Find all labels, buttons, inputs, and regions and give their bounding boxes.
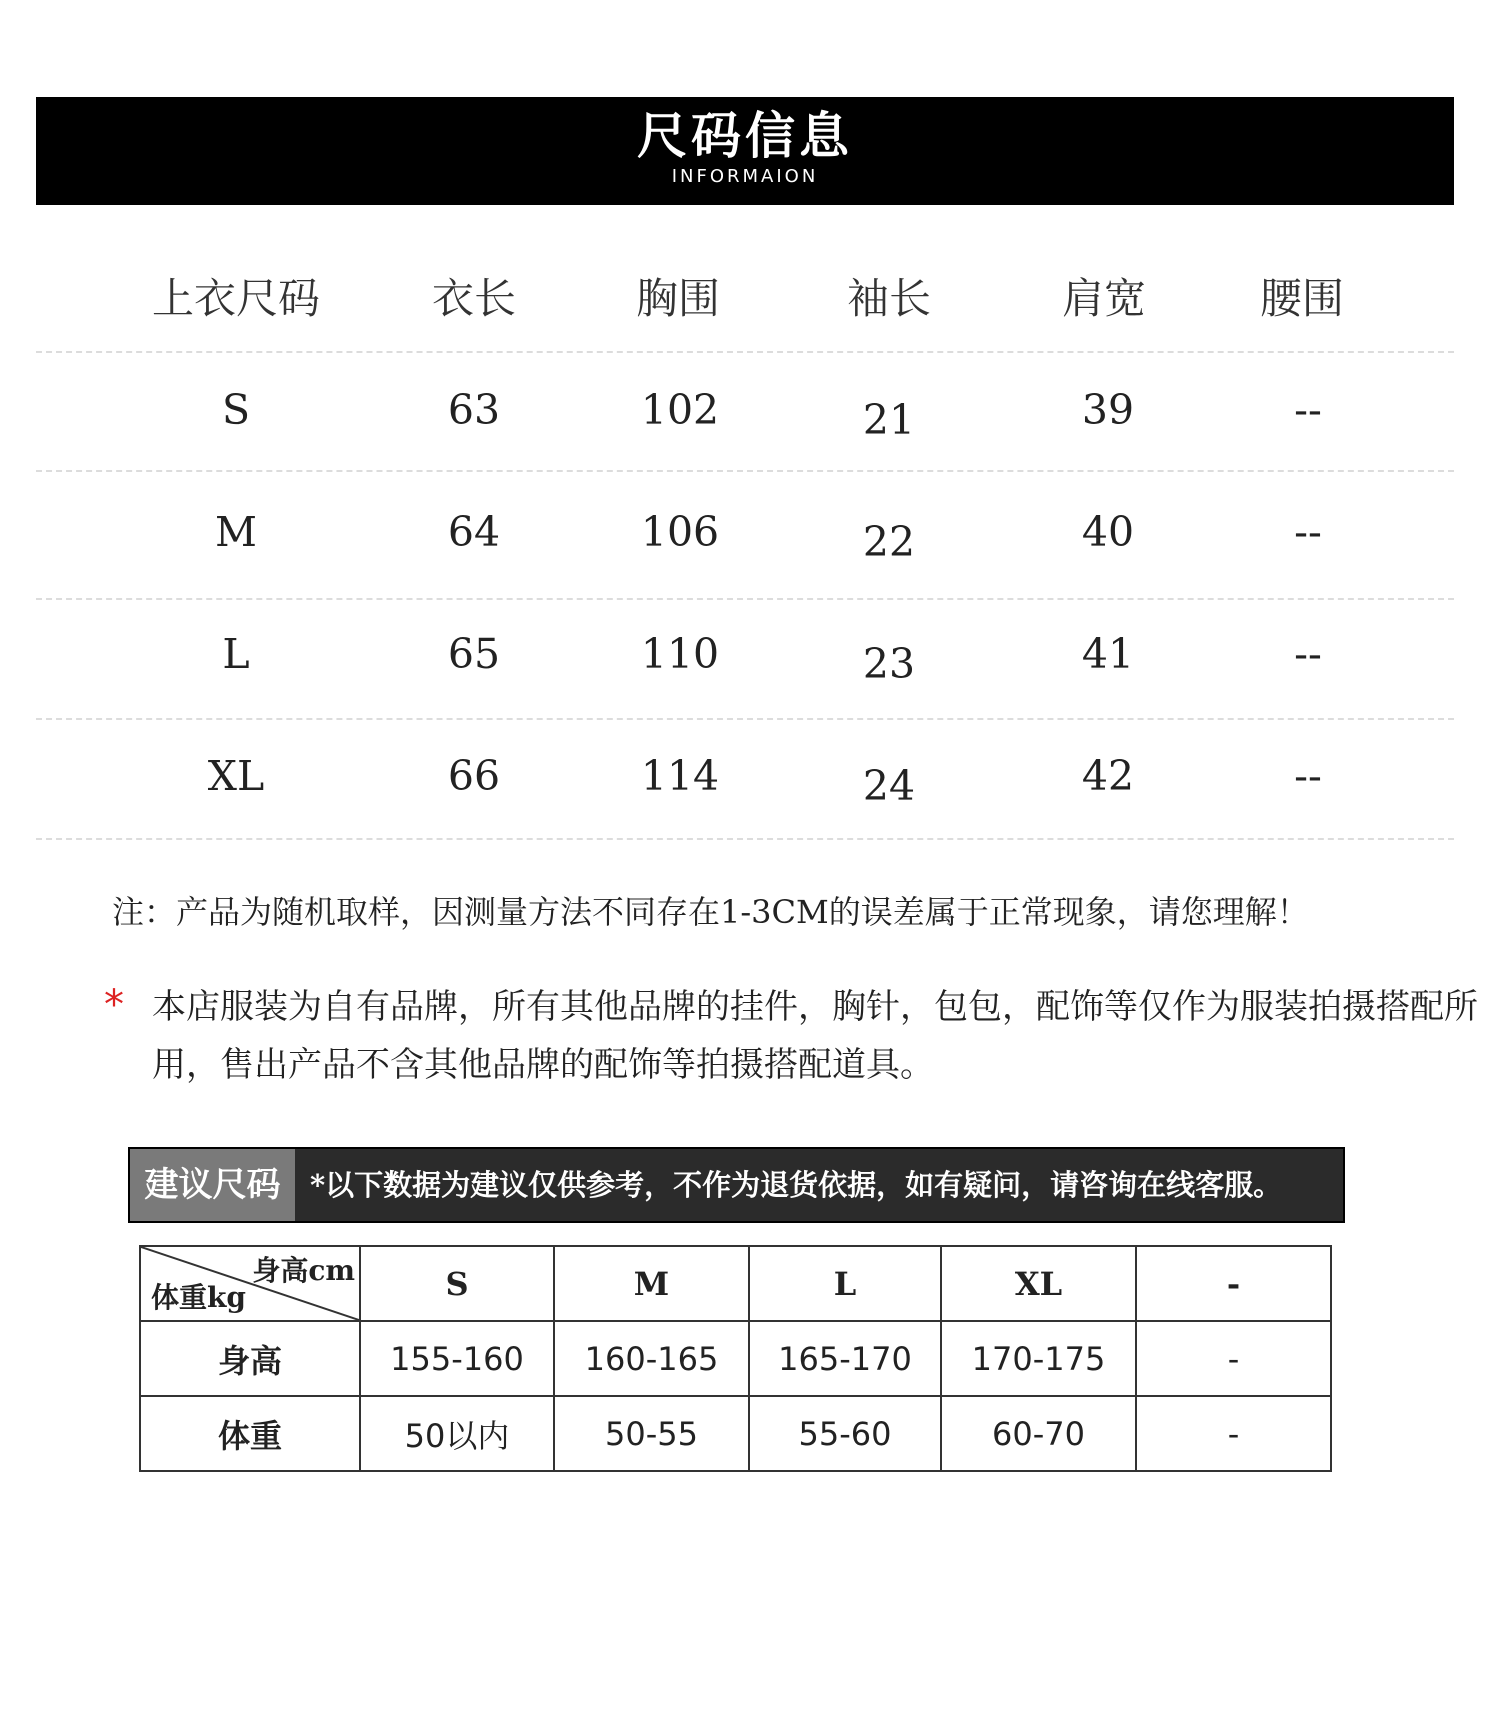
title-banner xyxy=(36,97,1454,205)
suggestion-bar xyxy=(128,1147,1345,1223)
cell-sleeve: 24 xyxy=(862,762,916,810)
cell-chest: 114 xyxy=(640,752,720,800)
corner-weight-label: 体重kg xyxy=(151,1281,246,1314)
header-shoulder: 肩宽 xyxy=(1061,274,1147,323)
table-cell: - xyxy=(1136,1321,1331,1396)
cell-chest: 102 xyxy=(640,386,720,434)
table-row xyxy=(140,1321,1331,1396)
size-header: L xyxy=(749,1246,941,1321)
cell-waist: -- xyxy=(1294,508,1322,556)
cell-size: S xyxy=(221,386,251,434)
cell-sleeve: 22 xyxy=(862,518,916,566)
corner-height-label: 身高cm xyxy=(252,1254,355,1287)
suggestion-note: *以下数据为建议仅供参考，不作为退货依据，如有疑问，请咨询在线客服。 xyxy=(310,1168,1283,1202)
table-cell: 170-175 xyxy=(941,1321,1136,1396)
row-divider xyxy=(36,838,1454,840)
suggestion-label: 建议尺码 xyxy=(130,1149,295,1221)
cell-waist: -- xyxy=(1294,386,1322,434)
header-size: 上衣尺码 xyxy=(151,274,321,323)
banner-title: 尺码信息 xyxy=(637,107,853,165)
header-length: 衣长 xyxy=(431,274,517,323)
cell-length: 65 xyxy=(447,630,501,678)
row-label: 身高 xyxy=(140,1321,360,1396)
cell-shoulder: 41 xyxy=(1081,630,1135,678)
cell-waist: -- xyxy=(1294,630,1322,678)
table-cell: 60-70 xyxy=(941,1396,1136,1471)
asterisk-icon: * xyxy=(104,982,124,1028)
cell-length: 63 xyxy=(447,386,501,434)
row-divider xyxy=(36,470,1454,472)
row-divider xyxy=(36,351,1454,353)
header-sleeve: 袖长 xyxy=(846,274,932,323)
cell-size: M xyxy=(215,508,257,556)
row-divider xyxy=(36,718,1454,720)
table-cell: 50-55 xyxy=(554,1396,749,1471)
cell-length: 66 xyxy=(447,752,501,800)
cell-size: L xyxy=(222,630,250,678)
cell-shoulder: 39 xyxy=(1081,386,1135,434)
size-header: S xyxy=(360,1246,554,1321)
cell-size: XL xyxy=(207,752,265,800)
cell-length: 64 xyxy=(447,508,501,556)
size-header: M xyxy=(554,1246,749,1321)
header-chest: 胸围 xyxy=(635,274,721,323)
table-cell: - xyxy=(1136,1396,1331,1471)
brand-note: 本店服装为自有品牌，所有其他品牌的挂件，胸针，包包，配饰等仅作为服装拍摄搭配所用，售出产品不含其他品牌的配饰等拍摄搭配道具。 xyxy=(152,987,1478,1085)
header-waist: 腰围 xyxy=(1259,274,1345,323)
cell-shoulder: 40 xyxy=(1081,508,1135,556)
cell-shoulder: 42 xyxy=(1081,752,1135,800)
table-cell: 165-170 xyxy=(749,1321,941,1396)
recommendation-table xyxy=(139,1245,1332,1472)
corner-cell xyxy=(140,1246,360,1321)
cell-chest: 106 xyxy=(640,508,720,556)
table-cell: 50以内 xyxy=(360,1396,554,1471)
table-cell: 55-60 xyxy=(749,1396,941,1471)
table-row xyxy=(140,1246,1331,1321)
table-cell: 160-165 xyxy=(554,1321,749,1396)
table-row xyxy=(140,1396,1331,1471)
size-header: XL xyxy=(941,1246,1136,1321)
banner-subtitle: INFORMAION xyxy=(671,166,819,187)
cell-sleeve: 21 xyxy=(862,396,916,444)
size-header: - xyxy=(1136,1246,1331,1321)
cell-waist: -- xyxy=(1294,752,1322,800)
row-label: 体重 xyxy=(140,1396,360,1471)
cell-sleeve: 23 xyxy=(862,640,916,688)
table-cell: 155-160 xyxy=(360,1321,554,1396)
cell-chest: 110 xyxy=(640,630,720,678)
row-divider xyxy=(36,598,1454,600)
measurement-note: 注：产品为随机取样，因测量方法不同存在1-3CM的误差属于正常现象，请您理解！ xyxy=(112,893,1309,931)
